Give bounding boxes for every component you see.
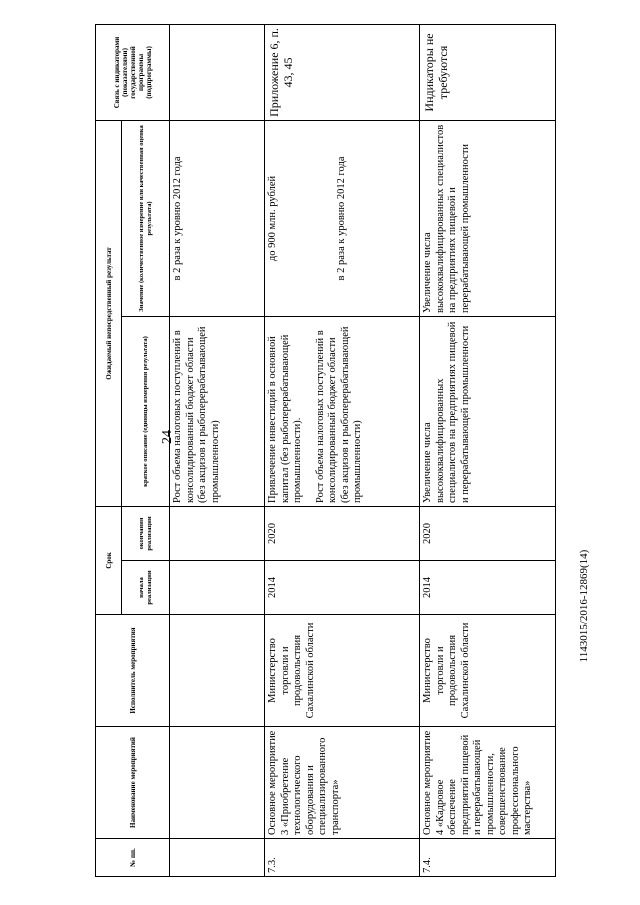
header-num: № пп. xyxy=(96,839,170,877)
row-value xyxy=(265,120,420,316)
header-term: Срок xyxy=(96,506,122,614)
row-num: 7.3. xyxy=(265,839,420,877)
row-link xyxy=(170,24,265,120)
header-executor: Исполнитель мероприятия xyxy=(96,615,170,727)
row-name: Основное мероприятие 3 «Приобретение технологического оборудования и специализированного транспорта» xyxy=(265,727,420,839)
table-row xyxy=(420,24,556,876)
row-desc xyxy=(170,316,265,506)
row-end: 2020 xyxy=(265,506,420,560)
row-executor xyxy=(170,615,265,727)
row-value xyxy=(420,120,556,316)
row-value xyxy=(170,120,265,316)
header-result: Ожидаемый непосредственный результат xyxy=(96,120,122,506)
row-link: Индикаторы не требуются xyxy=(420,24,556,120)
row-desc xyxy=(420,316,556,506)
header-name: Наименование мероприятий xyxy=(96,727,170,839)
row-desc-text: Рост объема налоговых поступлений в консолидированный бюджет области (без акцизов и рыбоперерабатывающей промышленности) xyxy=(172,326,221,503)
row-start: 2014 xyxy=(420,561,556,615)
page-number: 24 xyxy=(160,430,175,444)
table-row xyxy=(265,24,420,876)
row-executor: Министерство торговли и продовольствия Сахалинской области xyxy=(420,615,556,727)
header-result-value: Значение (количественное измерение или качественная оценка результата) xyxy=(122,120,170,316)
table-row xyxy=(170,24,265,876)
header-term-end: окончания реализации xyxy=(122,506,170,560)
row-name: Основное мероприятие 4 «Кадровое обеспечение предприятий пищевой и перерабатывающей промышленности, совершенствование профессионального мастерства» xyxy=(420,727,556,839)
rotated-table-frame xyxy=(95,25,555,877)
document-code-text: 1143015/2016-12869(14) xyxy=(578,549,590,663)
row-value-text: в 2 раза к уровню 2012 года xyxy=(335,156,347,281)
row-executor: Министерство торговли и продовольствия Сахалинской области xyxy=(265,615,420,727)
row-desc-text: Рост объема налоговых поступлений в консолидированный бюджет области (без акцизов и рыбоперерабатывающей промышленности) xyxy=(314,326,363,503)
document-code xyxy=(578,549,600,663)
row-end xyxy=(170,506,265,560)
header-result-desc: краткое описание (единицы измерения результата) xyxy=(122,316,170,506)
measures-table xyxy=(95,24,556,877)
row-desc xyxy=(265,316,420,506)
row-start xyxy=(170,561,265,615)
header-term-start: начала реализации xyxy=(122,561,170,615)
row-num: 7.4. xyxy=(420,839,556,877)
header-link: Связь с индикаторами (показателями) государственной программы (подпрограммы) xyxy=(96,24,170,120)
row-link: Приложение 6, п. 43, 45 xyxy=(265,24,420,120)
row-start: 2014 xyxy=(265,561,420,615)
row-value-text: до 900 млн. рублей xyxy=(267,175,278,262)
row-value-text: в 2 раза к уровню 2012 года xyxy=(172,156,183,281)
row-desc-text: Привлечение инвестиций в основной капитал (без рыбоперерабатывающей промышленности). xyxy=(267,334,303,503)
row-num xyxy=(170,839,265,877)
row-value-text: Увеличение числа высококвалифицированных специалистов на предприятиях пищевой и перерабатывающей промышленности xyxy=(422,124,471,313)
row-name xyxy=(170,727,265,839)
row-end: 2020 xyxy=(420,506,556,560)
row-desc-text: Увеличение числа высококвалифицированных специалистов на предприятиях пищевой и перерабатывающей промышленности xyxy=(422,321,471,503)
